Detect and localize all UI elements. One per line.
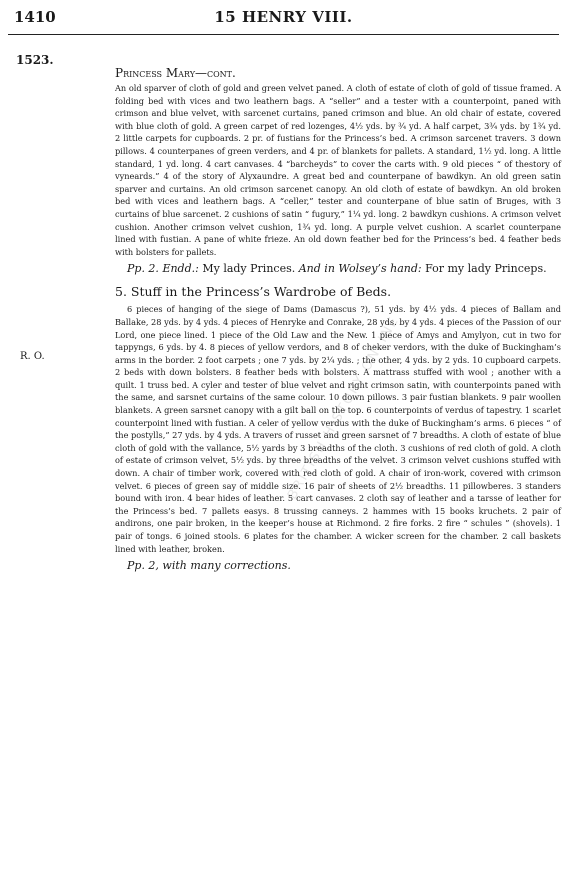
note-endd-text: My lady Princes. [202,262,296,276]
header-rule [8,34,559,35]
section-body: An old sparver of cloth of gold and green velvet paned. A cloth of estate of cloth of gold of tissue framed. A folding bed with vices and two leathern bags. A “seller” and a tester with a counterpoint, paned with crimson and blue velvet, with sarcenet curtains, paned crimson and blue. An old chair of estate, covered with blue cloth of gold. A green carpet of red lozenges, 4½ yds. by ¾ yd. A half carpet, 3¾ yds. by 1¾ yd. 2 little carpets for cupboards. 2 pr. of fustians for the Princess’s bed. A crimson sarcenet travers. 3 down pillows. 4 counterpanes of green verders, and 4 pr. of blankets for pallets. A standard, 1½ yd. long. A little standard, 1 yd. long. 4 cart canvases. 4 “barcheyds” to cover the carts with. 9 old pieces “ of thestory of vyneards.” 4 of the story of Alyxaundre. A great bed and counterpane of bawdkyn. An old green satin sparver and curtains. An old crimson sarcenet canopy. An old cloth of estate of bawdkyn. An old broken bed with vices and leathern bags. A “celler,” tester and counterpane of blue satin of Bruges, with 3 curtains of blue sarcenet. 2 cushions of satin “ fugury,” 1¼ yd. long. 2 bawdkyn cushions. A crimson velvet cushion. Another crimson velvet cushion, 1¾ yd. long. A purple velvet cushion. A scarlet counterpane lined with fustian. A pane of white frieze. An old down feather bed for the Princess’s bed. 4 feather beds with bolsters for pallets. [115,83,561,257]
note-endd-label: Endd.: [162,262,199,276]
watermark: BRITISH HISTORY ONLINE [284,313,403,503]
entry-heading [115,284,561,299]
entry-note: Pp. 2, with many corrections. [127,559,291,573]
note-pages: Pp. 2. [127,262,159,276]
year-marker: 1523. [16,53,54,67]
section-note [115,262,561,276]
entry-body: 6 pieces of hanging of the siege of Dams (Damascus ?), 51 yds. by 4½ yds. 4 pieces of Ballam and Ballake, 28 yds. by 4 yds. 4 pieces of Henryke and Conrake, 28 yds. by 4 yds. 4 pieces of the Passion of our Lord, one piece lined. 1 piece of the Old Law and the New. 1 piece of Amys and Amylyon, cut in two for tappyngs, 6 yds. by 4. 8 pieces of yellow verdors, and 8 of cheker verdors, with the duke of Buckingham’s arms in the border. 2 foot carpets ; one 7 yds. by 2¼ yds. ; the other, 4 yds. by 2 yds. 10 cupboard carpets. 2 beds with down bolsters. 8 feather beds with bolsters. A mattrass stuffed with wool ; another with a quilt. 1 truss bed. A cyler and tester of blue velvet and right crimson satin, with counterpoints paned with the same, and sarsnet curtains of the same colour. 10 down pillows. 3 pair fustian blankets. 9 pair woollen blankets. A green sarsnet canopy with a gilt ball on the top. 6 counterpoints of verdus of tapestry. 1 scarlet counterpoint lined with fustian. A celer of yellow verdus with the duke of Buckingham’s arms. 6 pieces “ of the postylls,” 27 yds. by 4 yds. A travers of russet and green sarsnet of 7 breadths. A cloth of estate of blue cloth of gold with the vallance, 5½ yards by 3 breadths of the cloth. 3 cushions of red cloth of gold. A cloth of estate of crimson velvet, 5½ yds. by three breadths of the velvet. 3 crimson velvet cushions stuffed with down. A chair of timber work, covered with red cloth of gold. A chair of iron-work, covered with crimson velvet. 6 pieces of green say of middle size. 16 pair of sheets of 2½ breadths. 11 pillowberes. 3 standers bound with iron. 4 bear hides of leather. 5 cart canvases. 2 cloth say of leather and a tarsse of leather for the Princess’s bed. 7 pallets easys. 8 trussing canneys. 2 hammes with 15 books kruchets. 2 pair of andirons, one pair broken, in the keeper’s house at Richmond. 2 fire forks. 2 fire “ schules ” (shovels). 1 pair of tongs. 6 joined stools. 6 plates for the chamber. A wicker screen for the chamber. 2 call baskets lined with leather, broken. [115,304,561,554]
note-wolsey-label: And in Wolsey’s hand: [298,262,422,276]
running-head: 15 HENRY VIII. [214,8,353,26]
document-body [115,66,561,573]
section-heading: Princess Mary—cont. [115,66,236,80]
entry-title: Stuff in the Princess’s Wardrobe of Beds. [130,284,392,300]
section-wardrobe [115,284,561,573]
margin-source-ro: R. O. [20,351,45,362]
section-princess-mary [115,66,561,276]
page-number: 1410 [14,8,56,26]
entry-number: 5. [115,284,127,300]
note-wolsey-text: For my lady Princeps. [425,262,547,276]
